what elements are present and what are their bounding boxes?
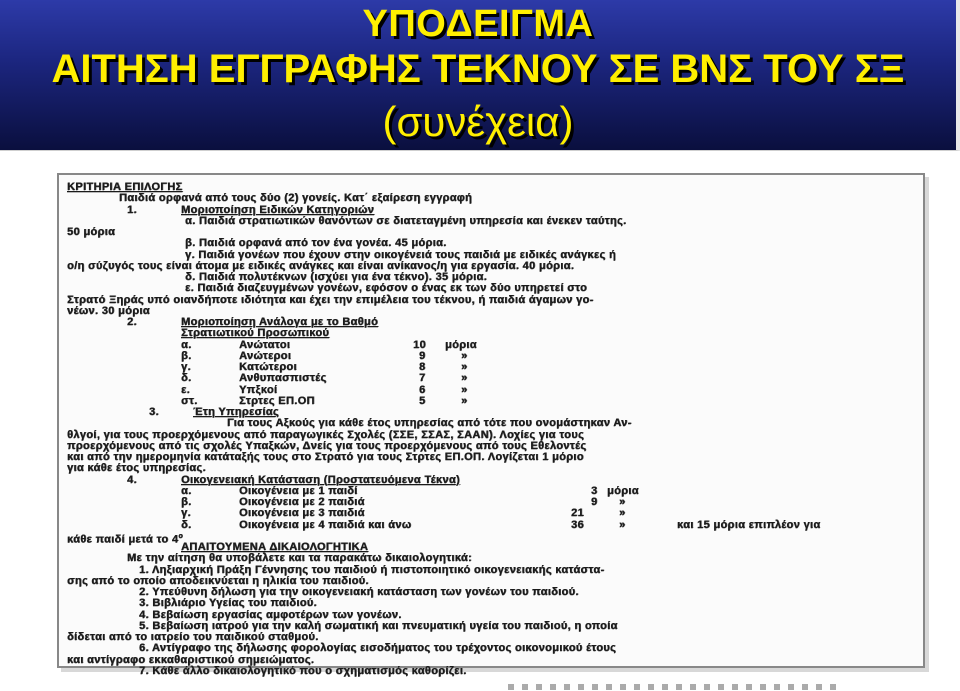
rank-points: 6: [419, 383, 426, 396]
requirement-1-cont: σης από το οποίο αποδεικνύεται η ηλικία του παιδιού.: [67, 574, 369, 587]
section-1-item-c-cont: ο/η σύζυγός τους είναι άτομα με ειδικές ανάγκες και είναι ανίκανος/η για εργασία. 40 μόρια.: [67, 259, 575, 272]
rank-unit: μόρια: [445, 338, 477, 351]
rank-points: 8: [419, 361, 426, 373]
requirement-7: 7. Κάθε άλλο δικαιολογητικό που ο σχηματισμός καθορίζει.: [139, 664, 467, 677]
rank-label: Ανώτατοι: [239, 338, 291, 351]
family-label: Οικογένεια με 3 παιδιά: [239, 507, 365, 520]
rank-points: 9: [419, 349, 426, 362]
section-1-title: Μοριοποίηση Ειδικών Κατηγοριών: [181, 203, 375, 216]
requirement-4: 4. Βεβαίωση εργασίας αμφοτέρων των γονέων.: [139, 608, 402, 621]
rank-unit: »: [461, 361, 468, 373]
scanned-document: [57, 173, 925, 677]
family-unit: »: [619, 518, 626, 531]
requirement-5-cont: δίδεται από το ιατρείο του παιδικού σταθμού.: [67, 631, 319, 643]
requirement-5: 5. Βεβαίωση ιατρού για την καλή σωματική και πνευματική υγεία του παιδιού, η οποία: [139, 619, 618, 632]
section-4-number: 4.: [127, 473, 137, 486]
rank-points: 7: [419, 372, 426, 385]
rank-label: Ανώτεροι: [239, 349, 292, 362]
requirements-title: ΑΠΑΙΤΟΥΜΕΝΑ ΔΙΚΑΙΟΛΟΓΗΤΙΚΑ: [181, 541, 369, 553]
rank-unit: »: [461, 349, 468, 362]
slide-title-line-2: ΑΙΤΗΣΗ ΕΓΓΡΑΦΗΣ ΤΕΚΝΟΥ ΣΕ ΒΝΣ ΤΟΥ ΣΞ: [51, 47, 905, 91]
section-2-title-2: Στρατιωτικού Προσωπικού: [181, 327, 330, 340]
rank-unit: »: [461, 372, 468, 385]
document-text: [67, 182, 912, 677]
family-unit: »: [619, 507, 626, 520]
section-3-para-1: Για τους Αξκούς για κάθε έτος υπηρεσίας από τότε που ονομάστηκαν Αν-: [227, 417, 632, 430]
family-letter: α.: [181, 484, 192, 497]
rank-label: Στρτες ΕΠ.ΟΠ: [239, 394, 315, 407]
rank-letter: α.: [181, 338, 192, 351]
family-points: 21: [571, 507, 584, 520]
rank-letter: δ.: [181, 372, 192, 385]
section-3-para-5: για κάθε έτος υπηρεσίας.: [67, 462, 206, 475]
family-unit: »: [619, 496, 626, 508]
section-2-title-1: Μοριοποίηση Ανάλογα με το Βαθμό: [181, 316, 379, 328]
section-1-item-b: β. Παιδιά ορφανά από τον ένα γονέα. 45 μόρια.: [185, 237, 447, 250]
rank-letter: ε.: [181, 383, 190, 396]
section-1-item-a-cont: 50 μόρια: [67, 226, 116, 238]
requirement-6: 6. Αντίγραφο της δήλωσης φορολογίας εισοδήματος του τρέχοντος οικονομικού έτους: [139, 642, 617, 655]
section-1-item-d: δ. Παιδιά πολυτέκνων (ισχύει για ένα τέκνο). 35 μόρια.: [185, 271, 488, 283]
section-4-title: Οικογενειακή Κατάσταση (Προστατευόμενα Τέκνα): [181, 473, 460, 486]
requirement-6-cont: και αντίγραφο εκκαθαριστικού σημειώματος.: [67, 653, 315, 666]
section-1-item-a: α. Παιδιά στρατιωτικών θανόντων σε διατεταγμένη υπηρεσία και ένεκεν ταύτης.: [185, 214, 627, 227]
requirement-1: 1. Ληξιαρχική Πράξη Γέννησης του παιδιού ή πιστοποιητικό οικογενειακής κατάστα-: [139, 563, 605, 576]
requirement-2: 2. Υπεύθυνη δήλωση για την οικογενειακή κατάσταση των γονέων του παιδιού.: [139, 586, 579, 598]
section-3-para-4: και από την ημερομηνία κατάταξής τους στο Στρατό για τους Στρτες ΕΠ.ΟΠ. Λογίζεται 1 μόριο: [67, 451, 584, 463]
rank-letter: γ.: [181, 361, 191, 373]
section-1-item-e-cont-2: νέων. 30 μόρια: [67, 304, 150, 317]
section-3-title: Έτη Υπηρεσίας: [193, 406, 279, 418]
family-letter: γ.: [181, 507, 191, 520]
requirement-3: 3. Βιβλιάριο Υγείας του παιδιού.: [139, 597, 317, 610]
rank-label: Υπξκοί: [239, 383, 278, 396]
section-2-number: 2.: [127, 316, 137, 328]
rank-points: 5: [419, 394, 426, 407]
family-label: Οικογένεια με 4 παιδιά και άνω: [239, 518, 412, 531]
slide-title-line-1: ΥΠΟΔΕΙΓΜΑ: [362, 3, 594, 45]
family-extra: και 15 μόρια επιπλέον για: [677, 518, 821, 531]
family-letter: δ.: [181, 518, 192, 531]
section-3-number: 3.: [149, 406, 159, 418]
section-1-number: 1.: [127, 203, 137, 216]
rank-points: 10: [413, 338, 426, 351]
section-1-item-e-cont-1: Στρατό Ξηράς υπό οιανδήποτε ιδιότητα και έχει την επιμέλεια του τέκνου, ή παιδιά άγαμων γο-: [67, 293, 594, 306]
rank-label: Κατώτεροι: [239, 361, 297, 373]
family-points: 9: [591, 496, 598, 508]
rank-letter: στ.: [181, 394, 198, 407]
rank-unit: »: [461, 383, 468, 396]
family-label: Οικογένεια με 2 παιδιά: [239, 496, 365, 508]
requirements-intro: Με την αίτηση θα υποβάλετε και τα παρακάτω δικαιολογητικά:: [127, 552, 473, 565]
section-4-cont: κάθε παιδί μετά το 4: [67, 533, 179, 546]
rank-letter: β.: [181, 349, 192, 362]
rank-label: Ανθυπασπιστές: [239, 372, 327, 385]
cropped-text-fragment: [508, 684, 838, 690]
rank-unit: »: [461, 394, 468, 407]
family-letter: β.: [181, 496, 192, 508]
title-banner: [0, 0, 960, 151]
family-label: Οικογένεια με 1 παιδί: [239, 484, 358, 497]
superscript-o: ο: [178, 532, 183, 540]
section-1-item-c: γ. Παιδιά γονέων που έχουν στην οικογένειά τους παιδιά με ειδικές ανάγκες ή: [185, 248, 617, 261]
family-points: 36: [571, 518, 584, 531]
family-unit: μόρια: [607, 484, 639, 497]
doc-intro: Παιδιά ορφανά από τους δύο (2) γονείς. Κατ΄ εξαίρεση εγγραφή: [119, 192, 473, 205]
section-1-item-e: ε. Παιδιά διαζευγμένων γονέων, εφόσον ο ένας εκ των δύο υπηρετεί στο: [185, 282, 588, 295]
doc-heading: ΚΡΙΤΗΡΙΑ ΕΠΙΛΟΓΗΣ: [67, 181, 183, 193]
slide-title-line-3: (συνέχεια): [382, 98, 574, 145]
family-points: 3: [591, 484, 598, 497]
section-3-para-2: θλγοί, για τους προερχόμενους από παραγωγικές Σχολές (ΣΣΕ, ΣΣΑΣ, ΣΑΑΝ). Λοχίες για τους: [67, 428, 585, 441]
section-3-para-3: προερχόμενους από τις σχολές Υπαξκών, Δνείς για τους προερχόμενους από τους Εθελοντές: [67, 439, 587, 452]
